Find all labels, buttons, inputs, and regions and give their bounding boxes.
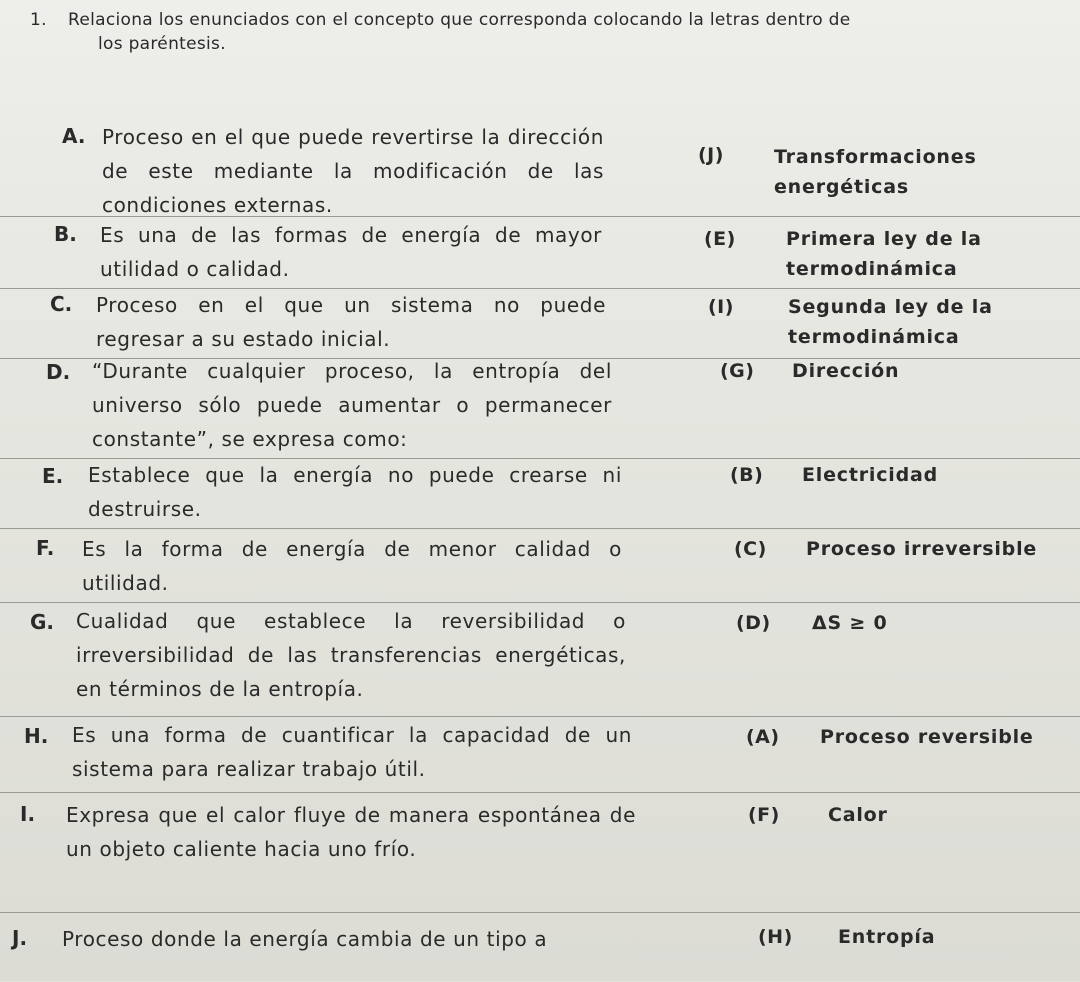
row-letter: D. <box>46 360 71 384</box>
row-concept: Proceso reversible <box>820 726 1034 748</box>
table-row <box>0 216 1080 289</box>
row-answer[interactable]: (A) <box>746 726 780 748</box>
row-concept: Transformaciones energéticas <box>774 146 977 198</box>
row-letter: A. <box>62 124 86 148</box>
table-row <box>0 528 1080 603</box>
row-answer[interactable]: (D) <box>736 612 771 634</box>
row-answer[interactable]: (H) <box>758 926 793 948</box>
table-row <box>0 288 1080 359</box>
row-answer[interactable]: (B) <box>730 464 764 486</box>
row-concept: Entropía <box>838 926 936 948</box>
row-answer[interactable]: (I) <box>708 296 734 318</box>
table-row <box>0 358 1080 459</box>
row-concept: Electricidad <box>802 464 939 486</box>
row-statement: Es una forma de cuantificar la capacidad de un sistema para realizar trabajo útil. <box>72 723 632 781</box>
table-row <box>0 458 1080 529</box>
row-statement: Proceso donde la energía cambia de un tipo a <box>62 927 548 951</box>
row-statement: Proceso en el que puede revertirse la dirección de este mediante la modificación de las condiciones externas. <box>102 125 604 217</box>
table-row <box>0 602 1080 717</box>
table-row <box>0 120 1080 217</box>
row-concept: ΔS ≥ 0 <box>812 612 888 634</box>
row-letter: G. <box>30 610 55 634</box>
row-answer[interactable]: (E) <box>704 228 736 250</box>
row-answer[interactable]: (C) <box>734 538 767 560</box>
row-statement: Cualidad que establece la reversibilidad o irreversibilidad de las transferencias energéticas, en términos de la entropía. <box>76 609 626 701</box>
row-letter: I. <box>20 802 36 826</box>
row-letter: B. <box>54 222 77 246</box>
row-letter: C. <box>50 292 73 316</box>
row-statement: Establece que la energía no puede crearse ni destruirse. <box>88 463 622 521</box>
row-statement: “Durante cualquier proceso, la entropía del universo sólo puede aumentar o permanecer constante”, se expresa como: <box>92 359 612 451</box>
row-concept: Dirección <box>792 360 900 382</box>
row-letter: J. <box>12 926 28 950</box>
instructions-text-line1: Relaciona los enunciados con el concepto que corresponda colocando la letras dentro de <box>68 10 851 30</box>
row-statement: Proceso en el que un sistema no puede regresar a su estado inicial. <box>96 293 606 351</box>
row-statement: Expresa que el calor fluye de manera espontánea de un objeto caliente hacia uno frío. <box>66 803 636 861</box>
row-concept: Calor <box>828 804 888 826</box>
row-statement: Es la forma de energía de menor calidad o utilidad. <box>82 537 622 595</box>
row-concept: Primera ley de la termodinámica <box>786 228 982 280</box>
table-row <box>0 716 1080 793</box>
row-letter: F. <box>36 536 55 560</box>
instructions-text-line2: los paréntesis. <box>98 34 226 54</box>
row-letter: H. <box>24 724 49 748</box>
row-concept: Segunda ley de la termodinámica <box>788 296 993 348</box>
instructions <box>30 8 1030 56</box>
row-statement: Es una de las formas de energía de mayor utilidad o calidad. <box>100 223 602 281</box>
row-answer[interactable]: (G) <box>720 360 755 382</box>
table-row <box>0 792 1080 913</box>
table-row <box>0 912 1080 982</box>
row-answer[interactable]: (J) <box>698 144 724 166</box>
row-answer[interactable]: (F) <box>748 804 780 826</box>
row-letter: E. <box>42 464 64 488</box>
row-concept: Proceso irreversible <box>806 538 1038 560</box>
question-number: 1. <box>30 10 47 30</box>
